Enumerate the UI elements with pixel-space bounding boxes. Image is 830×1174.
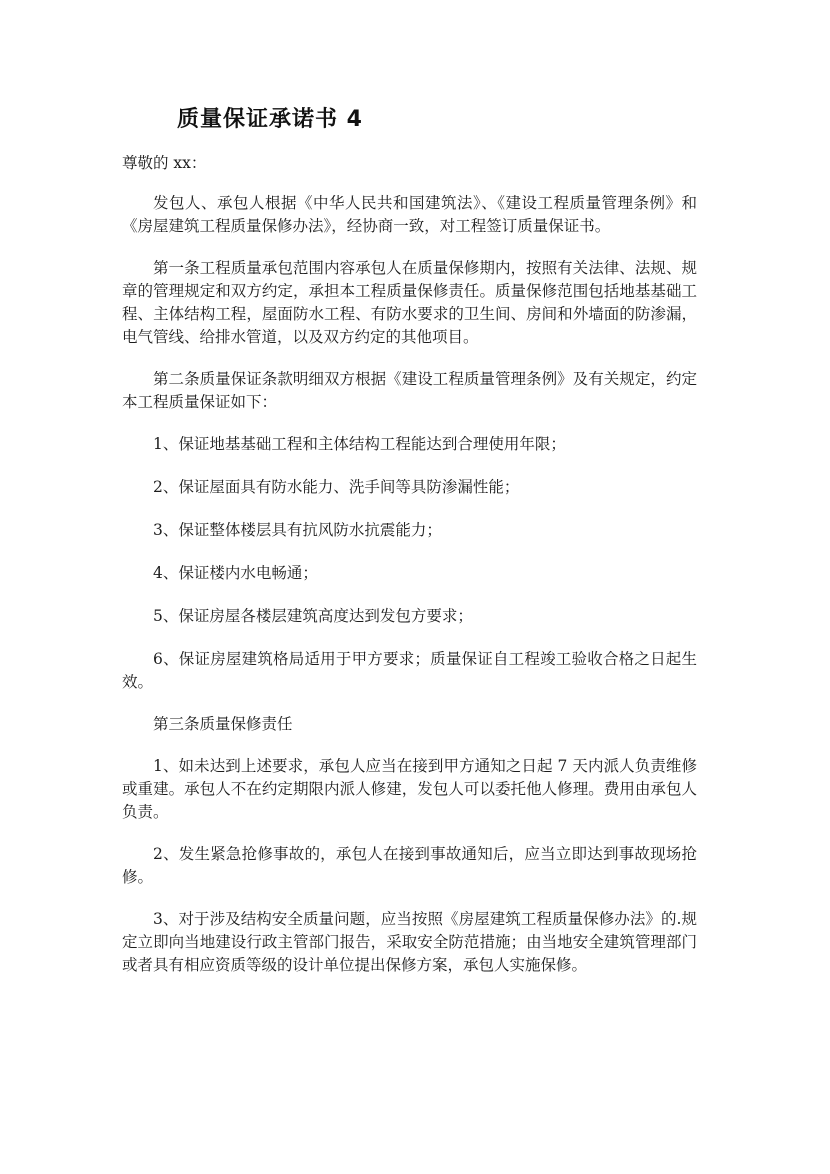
list-item: 3、对于涉及结构安全质量问题，应当按照《房屋建筑工程质量保修办法》的.规定立即向当地建设行政主管部门报告，采取安全防范措施；由当地安全建筑管理部门或者具有相应资质等级的设计单位提出保修方案，承包人实施保修。 [122,910,697,974]
list-item: 5、保证房屋各楼层建筑高度达到发包方要求； [153,607,473,625]
paragraph-article-1: 第一条工程质量承包范围内容承包人在质量保修期内，按照有关法律、法规、规章的管理规定和双方约定，承担本工程质量保修责任。质量保修范围包括地基基础工程、主体结构工程，屋面防水工程、有防水要求的卫生间、房间和外墙面的防渗漏，电气管线、给排水管道，以及双方约定的其他项目。 [122,259,697,346]
list-item: 2、发生紧急抢修事故的，承包人在接到事故通知后，应当立即达到事故现场抢修。 [122,845,697,886]
list-item: 1、如未达到上述要求，承包人应当在接到甲方通知之日起 7 天内派人负责维修或重建。承包人不在约定期限内派人修建，发包人可以委托他人修理。费用由承包人负责。 [122,757,697,821]
list-item: 4、保证楼内水电畅通； [153,564,318,582]
list-item: 1、保证地基基础工程和主体结构工程能达到合理使用年限； [153,435,566,453]
list-item: 6、保证房屋建筑格局适用于甲方要求；质量保证自工程竣工验收合格之日起生效。 [122,650,697,691]
list-item: 2、保证屋面具有防水能力、洗手间等具防渗漏性能； [153,478,520,496]
salutation: 尊敬的 xx： [122,154,207,172]
document-title: 质量保证承诺书 4 [177,107,363,132]
paragraph-article-2: 第二条质量保证条款明细双方根据《建设工程质量管理条例》及有关规定，约定本工程质量保证如下： [122,370,697,411]
list-item: 3、保证整体楼层具有抗风防水抗震能力； [153,521,442,539]
paragraph-intro: 发包人、承包人根据《中华人民共和国建筑法》、《建设工程质量管理条例》和《房屋建筑工程质量保修办法》，经协商一致，对工程签订质量保证书。 [122,194,697,235]
paragraph-article-3-heading: 第三条质量保修责任 [153,715,293,733]
document-body [122,152,697,996]
